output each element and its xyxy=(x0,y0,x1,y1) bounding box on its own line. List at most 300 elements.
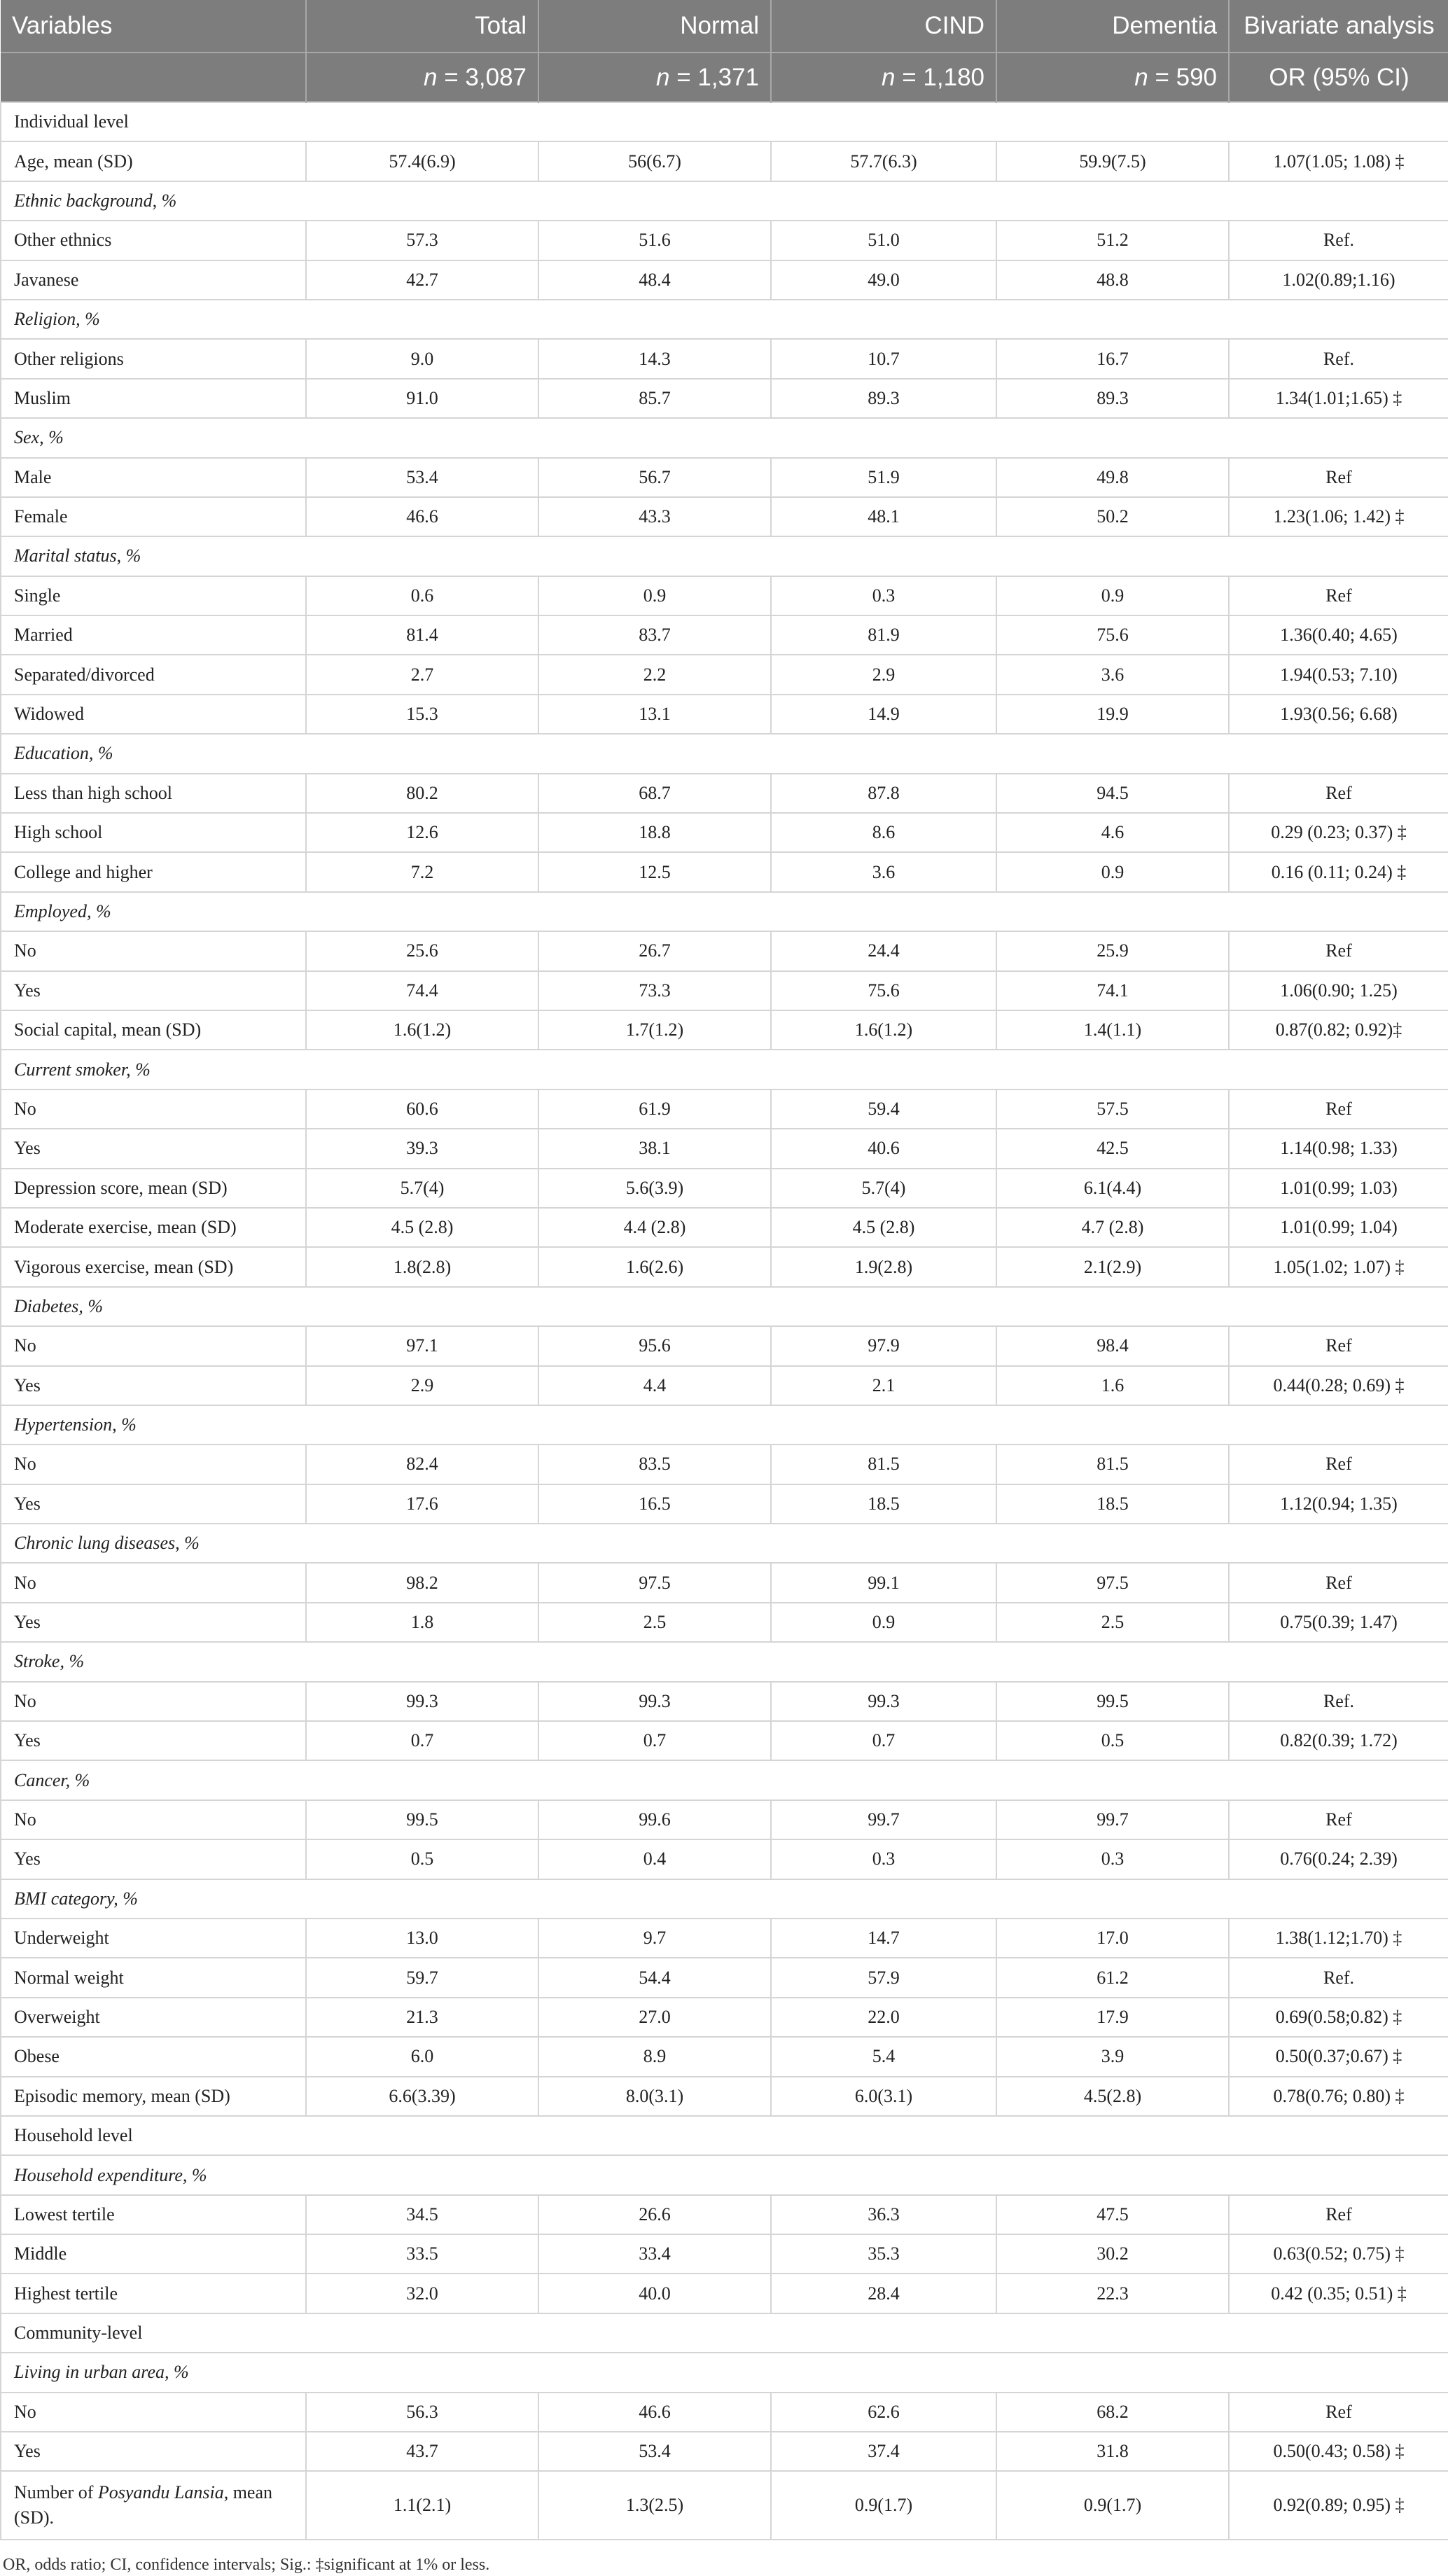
cell-or: 0.76(0.24; 2.39) xyxy=(1229,1839,1448,1879)
category-label: Household expenditure, % xyxy=(1,2155,1448,2194)
cell-cind: 81.5 xyxy=(771,1444,996,1484)
cell-total: 4.5 (2.8) xyxy=(306,1208,538,1247)
cell-dementia: 0.9 xyxy=(996,852,1229,891)
cell-total: 7.2 xyxy=(306,852,538,891)
cell-or: 1.14(0.98; 1.33) xyxy=(1229,1129,1448,1168)
row-label: No xyxy=(1,931,306,970)
cell-total: 80.2 xyxy=(306,774,538,813)
cell-or: 1.23(1.06; 1.42) ‡ xyxy=(1229,497,1448,536)
row-label: Overweight xyxy=(1,1998,306,2037)
row-label: Vigorous exercise, mean (SD) xyxy=(1,1247,306,1286)
category-label: Chronic lung diseases, % xyxy=(1,1524,1448,1563)
cell-or: Ref xyxy=(1229,576,1448,615)
cell-normal: 27.0 xyxy=(538,1998,771,2037)
row-label: Age, mean (SD) xyxy=(1,141,306,181)
cell-dementia: 3.9 xyxy=(996,2037,1229,2076)
level-label: Community-level xyxy=(1,2313,1448,2353)
cell-or: 0.63(0.52; 0.75) ‡ xyxy=(1229,2234,1448,2274)
cell-dementia: 3.6 xyxy=(996,655,1229,694)
cell-cind: 48.1 xyxy=(771,497,996,536)
table-row xyxy=(1,1721,1448,1760)
row-label: Yes xyxy=(1,1484,306,1524)
cell-normal: 85.7 xyxy=(538,379,771,418)
cell-total: 6.0 xyxy=(306,2037,538,2076)
table-row xyxy=(1,2432,1448,2471)
row-label: No xyxy=(1,1089,306,1129)
cell-total: 91.0 xyxy=(306,379,538,418)
table-row xyxy=(1,1998,1448,2037)
cell-normal: 46.6 xyxy=(538,2393,771,2432)
n-normal xyxy=(538,53,771,102)
cell-normal: 95.6 xyxy=(538,1326,771,1365)
row-label: Javanese xyxy=(1,260,306,300)
table-row xyxy=(1,1326,1448,1365)
row-label: Less than high school xyxy=(1,774,306,813)
cell-or: 1.36(0.40; 4.65) xyxy=(1229,615,1448,655)
cell-cind: 87.8 xyxy=(771,774,996,813)
cell-cind: 57.7(6.3) xyxy=(771,141,996,181)
cell-normal: 0.7 xyxy=(538,1721,771,1760)
row-label: Social capital, mean (SD) xyxy=(1,1010,306,1050)
cell-cind: 14.9 xyxy=(771,695,996,734)
cell-cind: 0.3 xyxy=(771,1839,996,1879)
cell-cind: 6.0(3.1) xyxy=(771,2077,996,2116)
row-label: Other religions xyxy=(1,339,306,378)
cell-cind: 3.6 xyxy=(771,852,996,891)
cell-cind: 18.5 xyxy=(771,1484,996,1524)
cell-dementia: 22.3 xyxy=(996,2274,1229,2313)
row-label: College and higher xyxy=(1,852,306,891)
category-label: Hypertension, % xyxy=(1,1405,1448,1444)
table-row xyxy=(1,1682,1448,1721)
cell-or: 0.82(0.39; 1.72) xyxy=(1229,1721,1448,1760)
table-row xyxy=(1,2471,1448,2540)
cell-normal: 0.4 xyxy=(538,1839,771,1879)
cell-dementia: 61.2 xyxy=(996,1958,1229,1997)
table-row xyxy=(1,221,1448,260)
cell-or: Ref xyxy=(1229,2393,1448,2432)
row-label: Yes xyxy=(1,1603,306,1642)
cell-or: 0.78(0.76; 0.80) ‡ xyxy=(1229,2077,1448,2116)
cell-or: Ref. xyxy=(1229,339,1448,378)
row-label: Normal weight xyxy=(1,1958,306,1997)
cell-total: 1.6(1.2) xyxy=(306,1010,538,1050)
category-label: Stroke, % xyxy=(1,1642,1448,1681)
cell-cind: 0.7 xyxy=(771,1721,996,1760)
cell-normal: 5.6(3.9) xyxy=(538,1169,771,1208)
row-label: Male xyxy=(1,458,306,497)
cell-normal: 97.5 xyxy=(538,1563,771,1602)
category-label: Diabetes, % xyxy=(1,1287,1448,1326)
table-row xyxy=(1,1444,1448,1484)
cell-total: 0.7 xyxy=(306,1721,538,1760)
n-value: = 590 xyxy=(1155,63,1217,91)
cell-dementia: 0.3 xyxy=(996,1839,1229,1879)
row-label-part: , mean (SD). xyxy=(14,2482,273,2528)
cell-dementia: 1.4(1.1) xyxy=(996,1010,1229,1050)
cell-total: 97.1 xyxy=(306,1326,538,1365)
row-label: Yes xyxy=(1,1366,306,1405)
row-label: Muslim xyxy=(1,379,306,418)
cell-dementia: 0.9 xyxy=(996,576,1229,615)
cell-total: 15.3 xyxy=(306,695,538,734)
n-label: n xyxy=(656,63,670,91)
cell-dementia: 97.5 xyxy=(996,1563,1229,1602)
category-row xyxy=(1,1050,1448,1089)
table-row xyxy=(1,1484,1448,1524)
cell-normal: 51.6 xyxy=(538,221,771,260)
cell-total: 82.4 xyxy=(306,1444,538,1484)
table-row xyxy=(1,1919,1448,1958)
cell-dementia: 68.2 xyxy=(996,2393,1229,2432)
table-row xyxy=(1,1958,1448,1997)
cell-or: Ref xyxy=(1229,2195,1448,2234)
row-label: Other ethnics xyxy=(1,221,306,260)
cell-total: 6.6(3.39) xyxy=(306,2077,538,2116)
cell-or: 1.93(0.56; 6.68) xyxy=(1229,695,1448,734)
cell-or: 0.50(0.43; 0.58) ‡ xyxy=(1229,2432,1448,2471)
row-label: Female xyxy=(1,497,306,536)
cell-or: 0.29 (0.23; 0.37) ‡ xyxy=(1229,813,1448,852)
cell-total: 1.8 xyxy=(306,1603,538,1642)
cell-or: 1.05(1.02; 1.07) ‡ xyxy=(1229,1247,1448,1286)
level-label: Household level xyxy=(1,2116,1448,2155)
table-row xyxy=(1,2274,1448,2313)
table-row xyxy=(1,339,1448,378)
cell-cind: 10.7 xyxy=(771,339,996,378)
table-row xyxy=(1,576,1448,615)
cell-cind: 1.6(1.2) xyxy=(771,1010,996,1050)
cell-normal: 16.5 xyxy=(538,1484,771,1524)
cell-normal: 14.3 xyxy=(538,339,771,378)
table-row xyxy=(1,2077,1448,2116)
cell-or: 0.42 (0.35; 0.51) ‡ xyxy=(1229,2274,1448,2313)
cell-cind: 0.9(1.7) xyxy=(771,2471,996,2540)
table-row xyxy=(1,2195,1448,2234)
cell-dementia: 4.7 (2.8) xyxy=(996,1208,1229,1247)
cell-dementia: 1.6 xyxy=(996,1366,1229,1405)
cell-normal: 73.3 xyxy=(538,971,771,1010)
n-label: n xyxy=(882,63,896,91)
cell-cind: 49.0 xyxy=(771,260,996,300)
cell-total: 59.7 xyxy=(306,1958,538,1997)
cell-total: 12.6 xyxy=(306,813,538,852)
cell-dementia: 47.5 xyxy=(996,2195,1229,2234)
table-row xyxy=(1,2393,1448,2432)
table-row xyxy=(1,1366,1448,1405)
table-row xyxy=(1,379,1448,418)
cell-or: 1.06(0.90; 1.25) xyxy=(1229,971,1448,1010)
table-row xyxy=(1,1839,1448,1879)
n-value: = 3,087 xyxy=(444,63,527,91)
cell-normal: 0.9 xyxy=(538,576,771,615)
cell-or: 1.34(1.01;1.65) ‡ xyxy=(1229,379,1448,418)
cell-total: 46.6 xyxy=(306,497,538,536)
row-label: Separated/divorced xyxy=(1,655,306,694)
cell-normal: 8.9 xyxy=(538,2037,771,2076)
row-label-part: Number of xyxy=(14,2482,98,2503)
cell-or: 0.44(0.28; 0.69) ‡ xyxy=(1229,1366,1448,1405)
cell-total: 9.0 xyxy=(306,339,538,378)
cell-or: 1.02(0.89;1.16) xyxy=(1229,260,1448,300)
cell-cind: 14.7 xyxy=(771,1919,996,1958)
cell-cind: 28.4 xyxy=(771,2274,996,2313)
table-row xyxy=(1,2234,1448,2274)
category-row xyxy=(1,181,1448,221)
category-label: Individual level xyxy=(1,102,1448,141)
cell-cind: 37.4 xyxy=(771,2432,996,2471)
cell-normal: 2.5 xyxy=(538,1603,771,1642)
level-header-row xyxy=(1,2313,1448,2353)
cell-dementia: 25.9 xyxy=(996,931,1229,970)
category-row xyxy=(1,418,1448,457)
cell-dementia: 0.5 xyxy=(996,1721,1229,1760)
cell-normal: 1.7(1.2) xyxy=(538,1010,771,1050)
cell-dementia: 74.1 xyxy=(996,971,1229,1010)
col-header-normal: Normal xyxy=(538,0,771,53)
category-label: Education, % xyxy=(1,734,1448,773)
cell-total: 60.6 xyxy=(306,1089,538,1129)
category-row xyxy=(1,892,1448,931)
row-label: Episodic memory, mean (SD) xyxy=(1,2077,306,2116)
cell-cind: 40.6 xyxy=(771,1129,996,1168)
cell-normal: 54.4 xyxy=(538,1958,771,1997)
row-label: No xyxy=(1,1682,306,1721)
table-row xyxy=(1,1169,1448,1208)
category-row xyxy=(1,1760,1448,1799)
cell-total: 43.7 xyxy=(306,2432,538,2471)
cell-normal: 53.4 xyxy=(538,2432,771,2471)
cell-normal: 2.2 xyxy=(538,655,771,694)
cell-normal: 1.6(2.6) xyxy=(538,1247,771,1286)
cell-normal: 48.4 xyxy=(538,260,771,300)
row-label: Obese xyxy=(1,2037,306,2076)
cell-dementia: 99.5 xyxy=(996,1682,1229,1721)
cell-dementia: 89.3 xyxy=(996,379,1229,418)
row-label: Married xyxy=(1,615,306,655)
cell-cind: 59.4 xyxy=(771,1089,996,1129)
cell-normal: 56.7 xyxy=(538,458,771,497)
table-row xyxy=(1,1563,1448,1602)
cell-dementia: 42.5 xyxy=(996,1129,1229,1168)
table-row xyxy=(1,1603,1448,1642)
row-label: Moderate exercise, mean (SD) xyxy=(1,1208,306,1247)
table-row xyxy=(1,655,1448,694)
category-row xyxy=(1,2155,1448,2194)
cell-total: 25.6 xyxy=(306,931,538,970)
category-row xyxy=(1,536,1448,576)
cell-or: Ref. xyxy=(1229,221,1448,260)
row-label: Yes xyxy=(1,1129,306,1168)
cell-dementia: 59.9(7.5) xyxy=(996,141,1229,181)
row-label: Single xyxy=(1,576,306,615)
cell-cind: 2.1 xyxy=(771,1366,996,1405)
row-label: No xyxy=(1,1563,306,1602)
section-row xyxy=(1,102,1448,141)
row-label: High school xyxy=(1,813,306,852)
row-label: No xyxy=(1,1800,306,1839)
cell-total: 1.1(2.1) xyxy=(306,2471,538,2540)
n-total xyxy=(306,53,538,102)
cell-dementia: 51.2 xyxy=(996,221,1229,260)
cell-total: 13.0 xyxy=(306,1919,538,1958)
cell-normal: 99.6 xyxy=(538,1800,771,1839)
cell-normal: 26.7 xyxy=(538,931,771,970)
cell-or: Ref xyxy=(1229,1800,1448,1839)
row-label: Underweight xyxy=(1,1919,306,1958)
cell-or: 1.94(0.53; 7.10) xyxy=(1229,655,1448,694)
cell-total: 81.4 xyxy=(306,615,538,655)
table-row xyxy=(1,1208,1448,1247)
cell-cind: 36.3 xyxy=(771,2195,996,2234)
category-row xyxy=(1,734,1448,773)
cell-dementia: 4.6 xyxy=(996,813,1229,852)
n-value: = 1,180 xyxy=(902,63,984,91)
cell-or: Ref xyxy=(1229,458,1448,497)
header-row xyxy=(1,0,1448,53)
cell-total: 0.6 xyxy=(306,576,538,615)
cell-total: 99.5 xyxy=(306,1800,538,1839)
cell-dementia: 49.8 xyxy=(996,458,1229,497)
cell-total: 34.5 xyxy=(306,2195,538,2234)
cell-normal: 99.3 xyxy=(538,1682,771,1721)
row-label: Lowest tertile xyxy=(1,2195,306,2234)
cell-normal: 13.1 xyxy=(538,695,771,734)
table-row xyxy=(1,1247,1448,1286)
cell-cind: 99.7 xyxy=(771,1800,996,1839)
cell-cind: 5.4 xyxy=(771,2037,996,2076)
cell-cind: 57.9 xyxy=(771,1958,996,1997)
cell-total: 21.3 xyxy=(306,1998,538,2037)
cell-total: 98.2 xyxy=(306,1563,538,1602)
table-footnote: OR, odds ratio; CI, confidence intervals; Sig.: ‡significant at 1% or less. xyxy=(3,2556,490,2575)
cell-total: 57.4(6.9) xyxy=(306,141,538,181)
col-header-dementia: Dementia xyxy=(996,0,1229,53)
cell-normal: 83.5 xyxy=(538,1444,771,1484)
cell-total: 32.0 xyxy=(306,2274,538,2313)
cell-total: 39.3 xyxy=(306,1129,538,1168)
cell-dementia: 99.7 xyxy=(996,1800,1229,1839)
table-row xyxy=(1,2037,1448,2076)
sample-size-blank xyxy=(1,53,306,102)
cell-dementia: 81.5 xyxy=(996,1444,1229,1484)
category-label: BMI category, % xyxy=(1,1879,1448,1919)
category-row xyxy=(1,300,1448,339)
cell-total: 42.7 xyxy=(306,260,538,300)
cell-dementia: 17.9 xyxy=(996,1998,1229,2037)
col-header-variables: Variables xyxy=(1,0,306,53)
table-row xyxy=(1,971,1448,1010)
cell-normal: 68.7 xyxy=(538,774,771,813)
row-label: No xyxy=(1,1326,306,1365)
row-label: Yes xyxy=(1,2432,306,2471)
cell-normal: 56(6.7) xyxy=(538,141,771,181)
cell-normal: 26.6 xyxy=(538,2195,771,2234)
cell-dementia: 75.6 xyxy=(996,615,1229,655)
col-header-bivariate: Bivariate analysis xyxy=(1229,0,1448,53)
col-header-total: Total xyxy=(306,0,538,53)
level-header-row xyxy=(1,2116,1448,2155)
row-label-italic: Posyandu Lansia xyxy=(97,2482,224,2503)
cell-cind: 0.9 xyxy=(771,1603,996,1642)
cell-total: 53.4 xyxy=(306,458,538,497)
cell-or: 1.38(1.12;1.70) ‡ xyxy=(1229,1919,1448,1958)
category-label: Current smoker, % xyxy=(1,1050,1448,1089)
category-row xyxy=(1,1405,1448,1444)
cell-total: 33.5 xyxy=(306,2234,538,2274)
cell-cind: 4.5 (2.8) xyxy=(771,1208,996,1247)
cell-or: 0.87(0.82; 0.92)‡ xyxy=(1229,1010,1448,1050)
cell-dementia: 57.5 xyxy=(996,1089,1229,1129)
category-label: Cancer, % xyxy=(1,1760,1448,1799)
cell-dementia: 6.1(4.4) xyxy=(996,1169,1229,1208)
category-row xyxy=(1,1642,1448,1681)
table-row xyxy=(1,695,1448,734)
table-row xyxy=(1,1010,1448,1050)
row-label: Middle xyxy=(1,2234,306,2274)
cell-cind: 62.6 xyxy=(771,2393,996,2432)
category-row xyxy=(1,2353,1448,2392)
table-row xyxy=(1,852,1448,891)
cell-dementia: 48.8 xyxy=(996,260,1229,300)
table-row xyxy=(1,260,1448,300)
cell-total: 99.3 xyxy=(306,1682,538,1721)
table-row xyxy=(1,1800,1448,1839)
cell-cind: 81.9 xyxy=(771,615,996,655)
table-body xyxy=(1,102,1448,2540)
cell-normal: 1.3(2.5) xyxy=(538,2471,771,2540)
n-label: n xyxy=(1134,63,1148,91)
cell-total: 56.3 xyxy=(306,2393,538,2432)
cell-dementia: 30.2 xyxy=(996,2234,1229,2274)
cell-cind: 5.7(4) xyxy=(771,1169,996,1208)
cell-or: Ref xyxy=(1229,774,1448,813)
cell-dementia: 31.8 xyxy=(996,2432,1229,2471)
table-row xyxy=(1,1089,1448,1129)
cell-or: 1.01(0.99; 1.04) xyxy=(1229,1208,1448,1247)
cell-or: 0.92(0.89; 0.95) ‡ xyxy=(1229,2471,1448,2540)
cell-cind: 51.0 xyxy=(771,221,996,260)
cell-dementia: 98.4 xyxy=(996,1326,1229,1365)
cell-normal: 43.3 xyxy=(538,497,771,536)
cell-or: 0.75(0.39; 1.47) xyxy=(1229,1603,1448,1642)
row-label xyxy=(1,2471,306,2540)
cell-or: Ref xyxy=(1229,1326,1448,1365)
cell-cind: 51.9 xyxy=(771,458,996,497)
cell-normal: 61.9 xyxy=(538,1089,771,1129)
n-value: = 1,371 xyxy=(676,63,759,91)
cell-cind: 99.3 xyxy=(771,1682,996,1721)
cell-or: 1.01(0.99; 1.03) xyxy=(1229,1169,1448,1208)
cell-total: 0.5 xyxy=(306,1839,538,1879)
cell-or: Ref xyxy=(1229,1089,1448,1129)
cell-total: 5.7(4) xyxy=(306,1169,538,1208)
cell-dementia: 16.7 xyxy=(996,339,1229,378)
cell-or: 0.50(0.37;0.67) ‡ xyxy=(1229,2037,1448,2076)
cell-normal: 38.1 xyxy=(538,1129,771,1168)
table-row xyxy=(1,931,1448,970)
cell-dementia: 2.5 xyxy=(996,1603,1229,1642)
cell-total: 1.8(2.8) xyxy=(306,1247,538,1286)
cell-normal: 33.4 xyxy=(538,2234,771,2274)
cell-or: 0.69(0.58;0.82) ‡ xyxy=(1229,1998,1448,2037)
cell-or: 1.12(0.94; 1.35) xyxy=(1229,1484,1448,1524)
cell-cind: 97.9 xyxy=(771,1326,996,1365)
category-row xyxy=(1,1879,1448,1919)
category-row xyxy=(1,1524,1448,1563)
category-label: Ethnic background, % xyxy=(1,181,1448,221)
cell-dementia: 18.5 xyxy=(996,1484,1229,1524)
